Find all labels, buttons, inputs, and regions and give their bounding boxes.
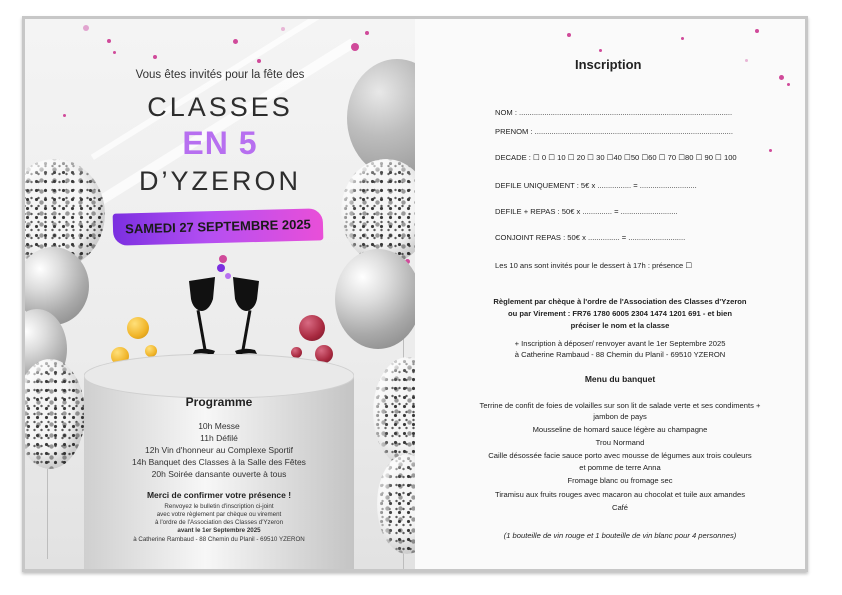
payment-info: préciser le nom et la classe <box>570 321 670 330</box>
confetti-dot <box>233 39 238 44</box>
confetti-dot <box>681 37 684 40</box>
confirm-line: avec votre règlement par chèque ou virement <box>156 511 282 518</box>
confetti-dot <box>83 25 89 31</box>
confirm-line: à Catherine Rambaud - 88 Chemin du Planil - 69510 YZERON <box>133 536 305 543</box>
decor-sphere <box>299 315 325 341</box>
confetti-dot <box>281 27 285 31</box>
menu-item: Terrine de confit de foies de volailles sur son lit de salade verte et ses condiments + <box>479 401 761 410</box>
menu-item: Caille désossée facie sauce porto avec mousse de légumes aux trois couleurs <box>488 451 752 460</box>
menu-item: et pomme de terre Anna <box>579 463 661 472</box>
programme-item: 12h Vin d'honneur au Complexe Sportif <box>145 445 293 455</box>
confetti-dot <box>365 31 369 35</box>
ten-years-presence-checkbox[interactable]: Les 10 ans sont invités pour le dessert à 17h : présence ☐ <box>495 261 693 270</box>
menu-item: jambon de pays <box>593 412 647 421</box>
confetti-dot <box>599 49 602 52</box>
prenom-field[interactable]: PRENOM : .............................................................................................. <box>495 127 733 136</box>
decor-sphere <box>127 317 149 339</box>
confirm-line: avant le 1er Septembre 2025 <box>177 527 261 534</box>
menu-item: Tiramisu aux fruits rouges avec macaron au chocolat et tuile aux amandes <box>494 490 745 499</box>
date-banner-text: SAMEDI 27 SEPTEMBRE 2025 <box>124 216 311 237</box>
balloon-confetti <box>377 454 415 554</box>
confetti-dot <box>779 75 784 80</box>
title-dyzeron: D’YZERON <box>138 166 301 196</box>
payment-info: ou par Virement : FR76 1780 6005 2304 1474 1201 691 - et bien <box>507 309 732 318</box>
balloon-confetti <box>25 359 85 469</box>
date-banner <box>113 208 324 245</box>
confetti-dot <box>63 114 66 117</box>
title-classes: CLASSES <box>147 92 293 122</box>
title-en-5: EN 5 <box>182 125 258 161</box>
confetti-dot <box>107 39 111 43</box>
menu-item: Mousseline de homard sauce légère au champagne <box>532 425 708 434</box>
programme-title: Programme <box>185 395 253 409</box>
nom-field[interactable]: NOM : ..................................................................................................... <box>495 108 733 117</box>
defile-only-field[interactable]: DEFILE UNIQUEMENT : 5€ x ................ = ........................... <box>495 181 697 190</box>
deposit-info: à Catherine Rambaud - 88 Chemin du Planil - 69510 YZERON <box>514 350 726 359</box>
champagne-glasses-icon <box>175 255 275 365</box>
confetti-dot <box>153 55 157 59</box>
registration-title: Inscription <box>575 57 642 72</box>
confirm-title: Merci de confirmer votre présence ! <box>146 490 292 500</box>
confetti-dot <box>257 59 261 63</box>
payment-info: Règlement par chèque à l'ordre de l'Association des Classes d'Yzeron <box>493 297 747 306</box>
confirm-line: Renvoyez le bulletin d'inscription ci-joint <box>164 503 274 510</box>
invite-line: Vous êtes invités pour la fête des <box>135 69 305 81</box>
confetti-dot <box>113 51 116 54</box>
conjoint-repas-field[interactable]: CONJOINT REPAS : 50€ x ............... = ........................... <box>495 233 686 242</box>
programme-item: 11h Défilé <box>200 433 238 443</box>
decade-checkboxes[interactable]: DECADE : ☐ 0 ☐ 10 ☐ 20 ☐ 30 ☐40 ☐50 ☐60 ☐ 70 ☐80 ☐ 90 ☐ 100 <box>495 153 737 162</box>
balloon-silver <box>335 249 415 349</box>
programme-item: 20h Soirée dansante ouverte à tous <box>151 469 287 479</box>
confetti-dot <box>351 43 359 51</box>
menu-item: Fromage blanc ou fromage sec <box>567 476 673 485</box>
registration-panel <box>415 19 805 569</box>
confetti-dot <box>745 59 748 62</box>
wine-note: (1 bouteille de vin rouge et 1 bouteille de vin blanc pour 4 personnes) <box>503 531 737 540</box>
confetti-dot <box>567 33 571 37</box>
confetti-dot <box>787 83 790 86</box>
menu-item: Café <box>611 503 629 512</box>
defile-repas-field[interactable]: DEFILE + REPAS : 50€ x .............. = ........................... <box>495 207 678 216</box>
confirm-line: à l'ordre de l'Association des Classes d'Yzeron <box>154 519 284 526</box>
deposit-info: + Inscription à déposer/ renvoyer avant le 1er Septembre 2025 <box>514 339 726 348</box>
programme-item: 14h Banquet des Classes à la Salle des Fêtes <box>132 457 306 467</box>
balloon-confetti <box>373 357 415 467</box>
confetti-dot <box>769 149 772 152</box>
invitation-card <box>22 16 808 572</box>
invitation-left-panel <box>25 19 415 569</box>
programme-item: 10h Messe <box>198 421 240 431</box>
menu-item: Trou Normand <box>595 438 645 447</box>
menu-title: Menu du banquet <box>584 374 656 384</box>
confetti-dot <box>755 29 759 33</box>
